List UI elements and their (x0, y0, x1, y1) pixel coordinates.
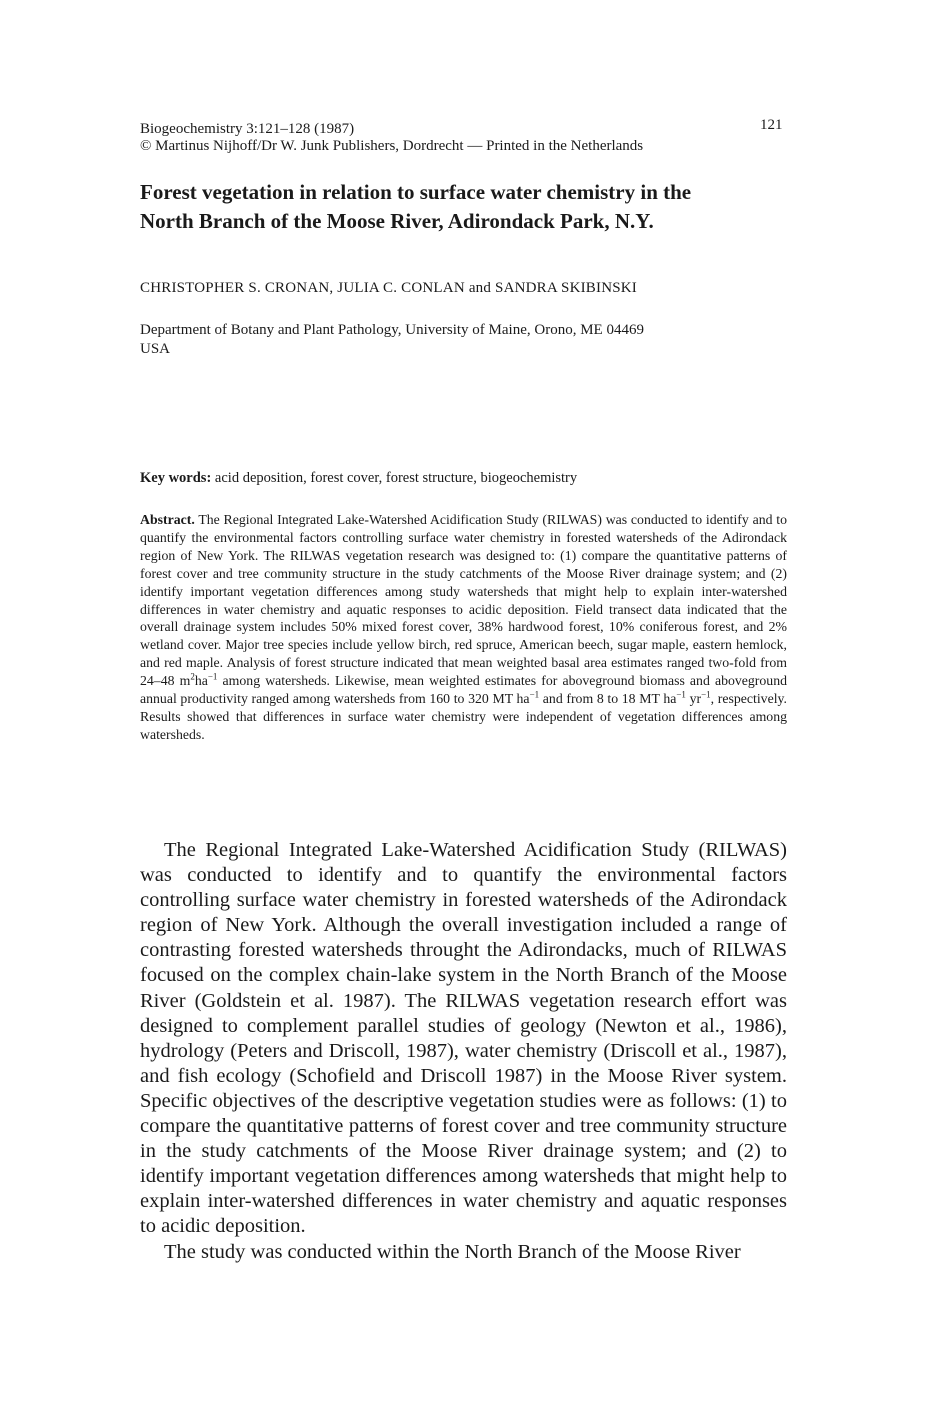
affiliation (140, 321, 780, 359)
title-line-1: Forest vegetation in relation to surface water chemistry in the (140, 180, 692, 204)
abstract-text-3: among watersheds. Likewise, mean weighted estimates for aboveground biomass and aboveground annual productivity ranged among watersheds from 160 to 320 MT ha (140, 673, 787, 707)
superscript: −1 (676, 689, 686, 700)
affiliation-line-1: Department of Botany and Plant Pathology, University of Maine, Orono, ME 04469 (140, 322, 644, 338)
body-paragraph-1: The Regional Integrated Lake-Watershed Acidification Study (RILWAS) was conducted to identify and to quantify the environmental factors controlling surface water chemistry in forested watersheds of the Adirondack region of New York. Although the overall investigation included a range of contrasting forested watersheds throught the Adirondacks, much of RILWAS focused on the complex chain-lake system in the North Branch of the Moose River (Goldstein et al. 1987). The RILWAS vegetation research effort was designed to complement parallel studies of geology (Newton et al., 1986), hydrology (Peters and Driscoll, 1987), water chemistry (Driscoll et al., 1987), and fish ecology (Schofield and Driscoll 1987) in the Moose River system. Specific objectives of the descriptive vegetation studies were as follows: (1) to compare the quantitative patterns of forest cover and tree community structure in the study catchments of the Moose River drainage system; and (2) to identify important vegetation differences among watersheds that might help to explain inter-watershed differences in water chemistry and aquatic responses to acidic deposition. (140, 839, 787, 1238)
superscript: −1 (207, 671, 218, 682)
superscript: −1 (701, 689, 711, 700)
article-title (140, 178, 800, 236)
abstract-text-1: The Regional Integrated Lake-Watershed Acidification Study (RILWAS) was conducted to identify and to quantify the environmental factors controlling surface water chemistry in forested watersheds of the Adirondack region of New York. The RILWAS vegetation research was designed to: (1) compare the quantitative patterns of forest cover and tree community structure in the study catchments of the Moose River drainage system; and (2) identify important vegetation differences among study watersheds that might help to explain inter-watershed differences in water chemistry and aquatic responses to acidic deposition. Field transect data indicated that the overall drainage system includes 50% mixed forest cover, 38% hardwood forest, 10% coniferous forest, and 2% wetland cover. Major tree species include yellow birch, red spruce, American beech, sugar maple, eastern hemlock, and red maple. Analysis of forest structure indicated that mean weighted basal area estimates ranged two-fold from 24–48 m (140, 512, 787, 689)
page-number: 121 (760, 117, 783, 133)
keywords (140, 469, 800, 487)
keywords-text: acid deposition, forest cover, forest structure, biogeochemistry (211, 470, 578, 486)
abstract-text-5: yr (685, 691, 702, 707)
body-text (140, 838, 787, 1265)
abstract-label: Abstract. (140, 512, 195, 527)
superscript: 2 (190, 671, 195, 682)
affiliation-line-2: USA (140, 341, 171, 357)
journal-citation: Biogeochemistry 3:121–128 (1987) (140, 121, 355, 137)
body-paragraph-2: The study was conducted within the North Branch of the Moose River (164, 1240, 741, 1263)
abstract-text-4: and from 8 to 18 MT ha (539, 691, 677, 707)
superscript: −1 (529, 689, 540, 700)
copyright-line: © Martinus Nijhoff/Dr W. Junk Publishers, Dordrecht — Printed in the Netherlands (140, 138, 644, 154)
keywords-label: Key words: (140, 470, 212, 486)
abstract (140, 511, 787, 744)
abstract-text-6: , respectively. Results showed that differences in surface water chemistry were independent of vegetation differences among watersheds. (140, 691, 787, 742)
author-list: CHRISTOPHER S. CRONAN, JULIA C. CONLAN and SANDRA SKIBINSKI (140, 280, 637, 296)
journal-header (140, 121, 780, 155)
abstract-text-2: ha (194, 673, 208, 689)
title-line-2: North Branch of the Moose River, Adirondack Park, N.Y. (140, 209, 654, 233)
